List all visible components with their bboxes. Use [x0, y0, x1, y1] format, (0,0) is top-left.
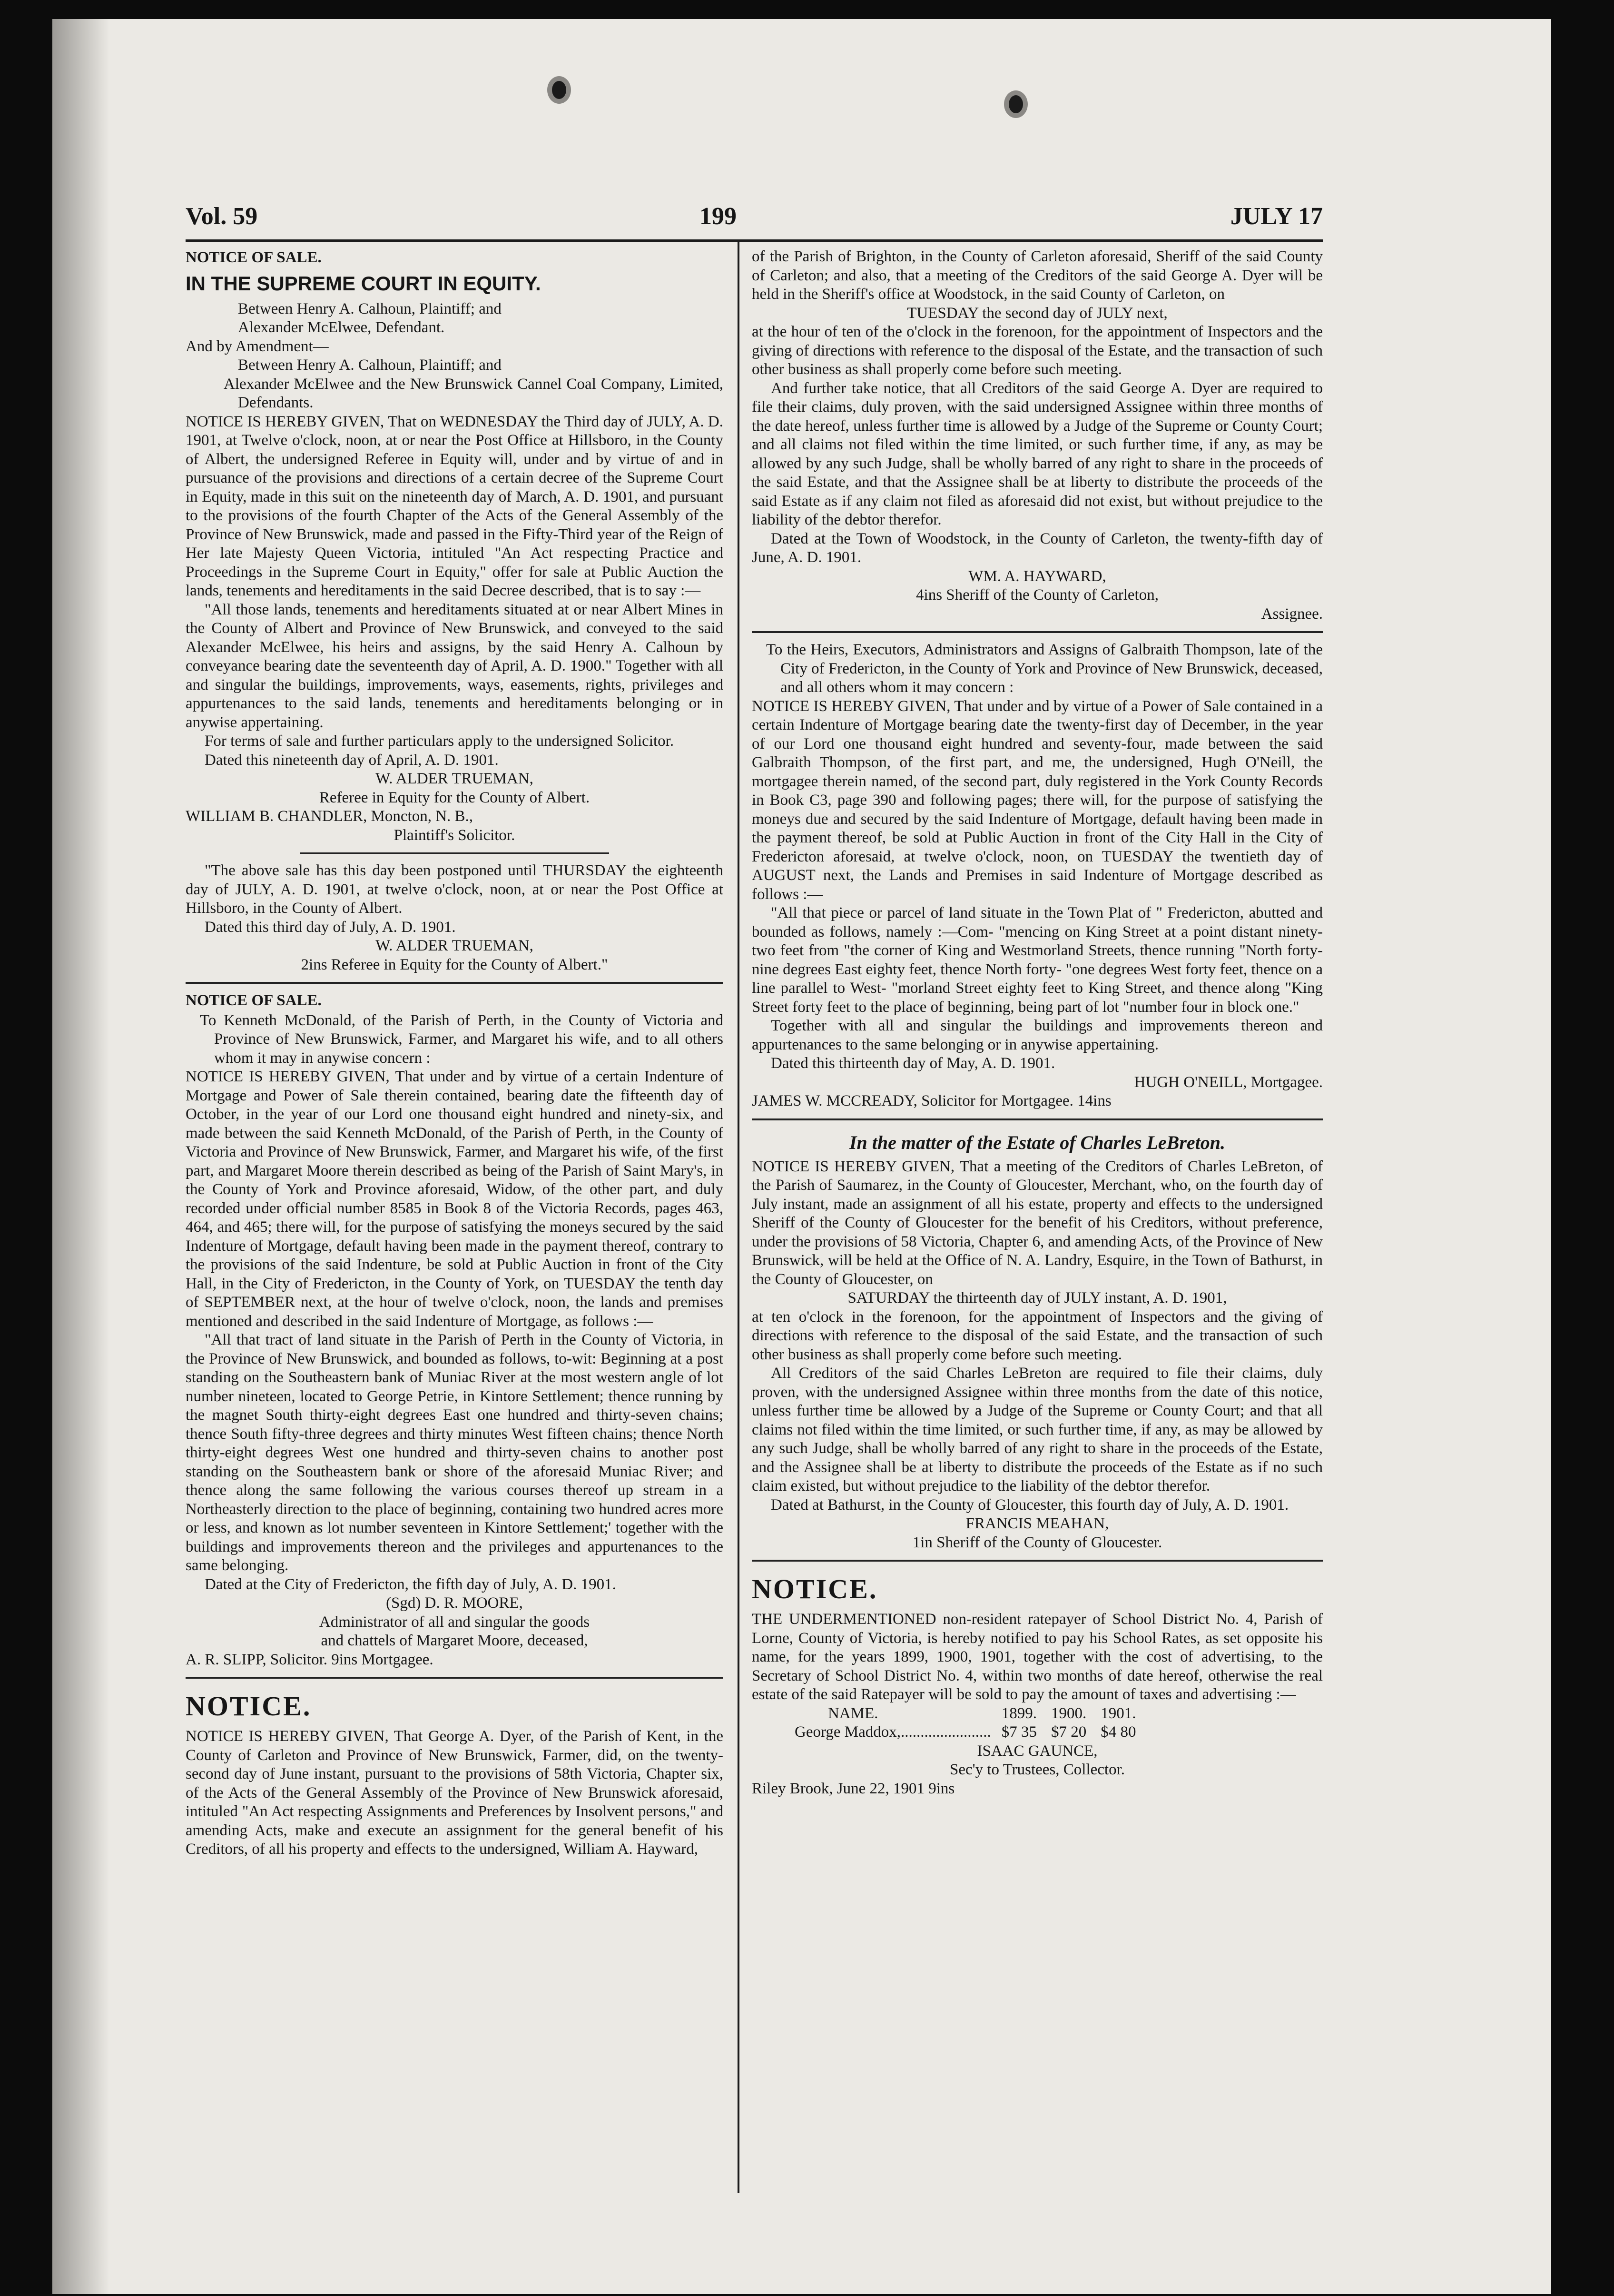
notice-paragraph: Plaintiff's Solicitor.	[394, 826, 515, 844]
notice-paragraph: Alexander McElwee, Defendant.	[238, 319, 445, 336]
notice-paragraph: Dated at Bathurst, in the County of Gloucester, this fourth day of July, A. D. 1901.	[771, 1496, 1289, 1514]
notice-paragraph: Riley Brook, June 22, 1901 9ins	[752, 1780, 955, 1797]
rates-signature	[752, 1742, 1323, 1799]
binder-hole	[547, 76, 571, 104]
notice-paragraph: JAMES W. MCCREADY, Solicitor for Mortgagee. 14ins	[752, 1092, 1112, 1109]
notice-paragraph: NOTICE IS HEREBY GIVEN, That a meeting of the Creditors of Charles LeBreton, of the Parish of Saumarez, in the County of Gloucester, Merchant, who, on the fourth day of July instant, made an assignment of all his estate, property and effects to the undersigned Sheriff of the County of Gloucester for the benefit of his Creditors, without preference, under the provisions of 58 Victoria, Chapter 6, and amending Acts, of the Province of New Brunswick, will be held at the Office of N. A. Landry, Esquire, in the Town of Bathurst, in the County of Gloucester, on	[752, 1158, 1323, 1288]
notice-paragraph: 1in Sheriff of the County of Gloucester.	[912, 1534, 1162, 1551]
section-rule	[300, 852, 609, 854]
rates-row	[795, 1723, 1151, 1742]
notice-paragraph: WILLIAM B. CHANDLER, Moncton, N. B.,	[186, 808, 473, 825]
notice-paragraph: For terms of sale and further particulars apply to the undersigned Solicitor.	[205, 732, 674, 750]
header-rule	[186, 239, 1323, 242]
notice-heading: NOTICE OF SALE.	[186, 249, 322, 266]
notice-paragraph: Referee in Equity for the County of Albert.	[319, 789, 590, 806]
rates-header-1901: 1901.	[1101, 1704, 1136, 1722]
notice-paragraph: Sec'y to Trustees, Collector.	[949, 1761, 1125, 1778]
notice-paragraph: And further take notice, that all Creditors of the said George A. Dyer are required to file their claims, duly proven, with the said undersigned Assignee within three months of the date hereof, unless further time is allowed by a Judge of the Supreme or County Court; and all claims not filed within the time limited, or such further time, if any, as may be allowed by any such Judge, shall be wholly barred of any right to share in the proceeds of the said Estate, and that the Assignee shall be at liberty to distribute the proceeds of the said Estate as if any claim not filed as aforesaid did not exist, but without prejudice to the liability of the debtor therefor.	[752, 379, 1323, 528]
notice-paragraph: "All those lands, tenements and hereditaments situated at or near Albert Mines in the County of Albert and Province of New Brunswick, and conveyed to the said Alexander McElwee, his heirs and assigns, by the said Henry A. Calhoun by conveyance bearing date the seventeenth day of April, A. D. 1900." Together with all and singular the buildings, improvements, ways, easements, rights, privileges and appurtenances to the said lands, tenements and hereditaments belonging or in anywise appertaining.	[186, 601, 723, 731]
notice-paragraph: at the hour of ten of the o'clock in the forenoon, for the appointment of Inspectors and the giving of directions with reference to the disposal of the Estate, and the transaction of such other business as shall properly come before such meeting.	[752, 323, 1323, 378]
notice-paragraph: THE UNDERMENTIONED non-resident ratepayer of School District No. 4, Parish of Lorne, County of Victoria, is hereby notified to pay his School Rates, as set opposite his name, for the years 1899, 1900, 1901, together with the cost of advertising, to the Secretary of School District No. 4, within two months of date hereof, otherwise the real estate of the said Ratepayer will be sold to pay the amount of taxes and advertising :—	[752, 1611, 1323, 1703]
notice-paragraph: NOTICE IS HEREBY GIVEN, That under and by virtue of a Power of Sale contained in a certain Indenture of Mortgage bearing date the twenty-first day of December, in the year of our Lord one thousand eight hundred and seventy-four, made between the said Galbraith Thompson, of the first part, and me, the undersigned, Hugh O'Neill, the mortgagee therein named, of the second part, duly registered in the York County Records in Book C3, page 390 and following pages; there will, for the purpose of satisfying the moneys due and secured by the said Indenture of Mortgage, default having been made in the payment thereof, be sold at Public Auction in front of the City Hall in the City of Fredericton aforesaid, at twelve o'clock, noon, on TUESDAY the twentieth day of AUGUST next, the Lands and Premises in said Indenture of Mortgage described as follows :—	[752, 697, 1323, 903]
notice-heading: NOTICE OF SALE.	[186, 992, 322, 1009]
notice-paragraph: WM. A. HAYWARD,	[968, 567, 1106, 585]
right-column	[752, 247, 1323, 2218]
notice-paragraph: ISAAC GAUNCE,	[977, 1742, 1098, 1760]
newspaper-page	[52, 19, 1551, 2294]
notice-paragraph: To Kenneth McDonald, of the Parish of Perth, in the County of Victoria and Province of New Brunswick, Farmer, and Margaret his wife, and to all others whom it may in anywise concern :	[200, 1011, 723, 1067]
notice-paragraph: "All that tract of land situate in the Parish of Perth in the County of Victoria, in the Province of New Brunswick, and bounded as follows, to-wit: Beginning at a post standing on the Southeastern bank of Muniac River at the most western angle of lot number nineteen, located to George Petrie, in Kintore Settlement; thence running by the magnet South thirty-eight degrees East one hundred and thirty-seven chains; thence South fifty-three degrees and thirty minutes West fifteen chains; thence North thirty-eight degrees West one hundred and thirty-seven chains to another post standing on the Southeastern bank or shore of the aforesaid Muniac River; and thence along the same following the various courses thereof up stream in a Northeasterly direction to the place of beginning, containing two hundred acres more or less, and known as lot number seventeen in Kintore Settlement;' together with the buildings and improvements thereon and the privileges and appurtenances to the same belonging.	[186, 1331, 723, 1574]
notice-paragraph: Dated at the City of Fredericton, the fifth day of July, A. D. 1901.	[205, 1575, 616, 1593]
binder-hole	[1004, 90, 1028, 118]
section-rule	[752, 1118, 1323, 1120]
notice-paragraph: (Sgd) D. R. MOORE,	[386, 1594, 523, 1612]
notice-paragraph: Administrator of all and singular the goods	[319, 1613, 590, 1631]
rates-header-row	[795, 1704, 1151, 1723]
notice-paragraph: at ten o'clock in the forenoon, for the appointment of Inspectors and the giving of directions with reference to the disposal of the said Estate, and the transaction of such other business as shall properly come before such meeting.	[752, 1308, 1323, 1363]
notice-paragraph: W. ALDER TRUEMAN,	[375, 770, 533, 787]
notice-paragraph: A. R. SLIPP, Solicitor. 9ins Mortgagee.	[186, 1651, 433, 1668]
notice-heading: NOTICE.	[186, 1691, 312, 1722]
section-rule	[186, 1677, 723, 1679]
notice-paragraph: Dated this nineteenth day of April, A. D. 1901.	[205, 751, 499, 769]
rates-table	[795, 1704, 1151, 1742]
notice-paragraph: NOTICE IS HEREBY GIVEN, That George A. Dyer, of the Parish of Kent, in the County of Carleton and Province of New Brunswick, Farmer, did, on the twenty-second day of June instant, pursuant to the provisions of 58th Victoria, Chapter six, of the Acts of the General Assembly of the Province of New Brunswick aforesaid, intituled "An Act respecting Assignments and Preferences by Insolvent persons," and amending Acts, make and execute an assignment for the general benefit of his Creditors, of all his property and effects to the undersigned, William A. Hayward,	[186, 1728, 723, 1858]
notice-paragraph: Dated this thirteenth day of May, A. D. 1901.	[771, 1055, 1055, 1072]
rates-header-1900: 1900.	[1051, 1704, 1087, 1722]
notice-heading: In the matter of the Estate of Charles LeBreton.	[849, 1131, 1226, 1153]
notice-heading: NOTICE.	[752, 1574, 878, 1604]
rate-1899: $7 35	[1001, 1723, 1037, 1741]
notice-paragraph: NOTICE IS HEREBY GIVEN, That under and by virtue of a certain Indenture of Mortgage and Power of Sale therein contained, bearing date the fifteenth day of October, in the year of our Lord one thousand eight hundred and ninety-six, and made between the said Kenneth McDonald, of the Parish of Perth, in the County of Victoria and Province of New Brunswick, Farmer, and Margaret his wife, of the first part, and Margaret Moore therein described as being of the Parish of Saint Mary's, in the County of York and Province aforesaid, Widow, of the other part, and duly recorded under official number 8585 in Book 8 of the Victoria Records, pages 463, 464, and 465; there will, for the purpose of satisfying the moneys secured by the said Indenture of Mortgage, default having been made in the payment thereof, contrary to the provisions of the said Indenture, be sold at Public Auction in front of the City Hall, in the City of Fredericton, in the County of York, on TUESDAY the tenth day of SEPTEMBER next, at the hour of twelve o'clock, noon, the lands and premises mentioned and described in the said Indenture of Mortgage, as follows :—	[186, 1068, 723, 1330]
notice-paragraph: SATURDAY the thirteenth day of JULY instant, A. D. 1901,	[847, 1289, 1227, 1306]
rate-1901: $4 80	[1101, 1723, 1136, 1741]
notice-paragraph: All Creditors of the said Charles LeBreton are required to file their claims, duly proven, with the undersigned Assignee within three months from the date of this notice, unless further time be allowed by a Judge of the Supreme or County Court; and that all claims not filed within the time limited, or such further time, if any, as may be allowed by any such Judge, shall be wholly barred of any right to share in the proceeds of the Estate, and the Assignee shall be at liberty to distribute the proceeds of the Estate as if no such claim existed, but without prejudice to the liability of the debtor therefor.	[752, 1365, 1323, 1494]
notice-paragraph: W. ALDER TRUEMAN,	[375, 937, 533, 954]
page-number: 199	[699, 203, 737, 230]
notice-paragraph: TUESDAY the second day of JULY next,	[907, 304, 1168, 322]
notice-paragraph: and chattels of Margaret Moore, deceased,	[321, 1632, 588, 1649]
notice-paragraph: 2ins Referee in Equity for the County of Albert."	[301, 956, 608, 973]
notice-paragraph: Dated this third day of July, A. D. 1901.	[205, 918, 456, 936]
notice-paragraph: Between Henry A. Calhoun, Plaintiff; and	[238, 300, 502, 317]
notice-paragraph: 4ins Sheriff of the County of Carleton,	[916, 586, 1159, 604]
rates-header-name: NAME.	[828, 1704, 878, 1722]
notice-paragraph: of the Parish of Brighton, in the County of Carleton aforesaid, Sheriff of the said County of Carleton; and also, that a meeting of the Creditors of the said George A. Dyer will be held in the Sheriff's office at Woodstock, in the said County of Carleton, on	[752, 248, 1323, 303]
page-binding-edge	[52, 19, 109, 2294]
left-column	[186, 247, 723, 2218]
notice-paragraph: HUGH O'NEILL, Mortgagee.	[1134, 1073, 1323, 1091]
notice-paragraph: "The above sale has this day been postponed until THURSDAY the eighteenth day of JULY, A. D. 1901, at twelve o'clock, noon, at or near the Post Office at Hillsboro, in the County of Albert.	[186, 862, 723, 917]
section-rule	[752, 631, 1323, 633]
right-column-notices	[752, 247, 1323, 1704]
issue-date: JULY 17	[1230, 203, 1323, 230]
notice-paragraph: And by Amendment—	[186, 337, 329, 355]
notice-paragraph: Dated at the Town of Woodstock, in the County of Carleton, the twenty-fifth day of June, A. D. 1901.	[752, 530, 1323, 566]
notice-paragraph: Assignee.	[1261, 605, 1323, 623]
volume-number: Vol. 59	[186, 203, 258, 230]
notice-paragraph: Together with all and singular the buildings and improvements thereon and appurtenances to the same belonging or in anywise appertaining.	[752, 1017, 1323, 1053]
notice-paragraph: To the Heirs, Executors, Administrators and Assigns of Galbraith Thompson, late of the City of Fredericton, in the County of York and Province of New Brunswick, deceased, and all others whom it may concern :	[766, 641, 1323, 696]
notice-heading: IN THE SUPREME COURT IN EQUITY.	[186, 272, 541, 295]
notice-paragraph: Alexander McElwee and the New Brunswick Cannel Coal Company, Limited, Defendants.	[224, 375, 723, 411]
column-divider	[738, 242, 739, 2193]
rate-1900: $7 20	[1051, 1723, 1087, 1741]
notice-paragraph: NOTICE IS HEREBY GIVEN, That on WEDNESDAY the Third day of JULY, A. D. 1901, at Twelve o'clock, noon, at or near the Post Office at Hillsboro, in the County of Albert, the undersigned Referee in Equity will, under and by virtue of and in pursuance of the provisions and directions of a certain decree of the Supreme Court in Equity, made in this suit on the nineteenth day of March, A. D. 1901, and pursuant to the provisions of the fourth Chapter of the Acts of the General Assembly of the Province of New Brunswick, made and passed in the Fifty-Third year of the Reign of Her late Majesty Queen Victoria, intituled "An Act respecting Practice and Proceedings in the Supreme Court in Equity," offer for sale at Public Auction the lands, tenements and hereditaments in the said Decree described, that is to say :—	[186, 413, 723, 599]
section-rule	[186, 982, 723, 984]
notice-paragraph: FRANCIS MEAHAN,	[965, 1515, 1109, 1532]
section-rule	[752, 1560, 1323, 1562]
notice-paragraph: Between Henry A. Calhoun, Plaintiff; and	[238, 356, 502, 374]
page-header	[186, 202, 1323, 236]
ratepayer-name: George Maddox,.......................	[795, 1723, 991, 1741]
notice-paragraph: "All that piece or parcel of land situate in the Town Plat of " Fredericton, abutted and bounded as follows, namely :—Com- "mencing on King Street at a point distant ninety-two feet from "the corner of King and Westmorland Streets, thence running "North forty-nine degrees East eighty feet, thence North forty- "one degrees West forty feet, thence on a line parallel to West- "morland Street eighty feet to King Street, and thence along "King Street forty feet to the place of beginning, being part of lot "number four in block one."	[752, 904, 1323, 1016]
rates-header-1899: 1899.	[1001, 1704, 1037, 1722]
